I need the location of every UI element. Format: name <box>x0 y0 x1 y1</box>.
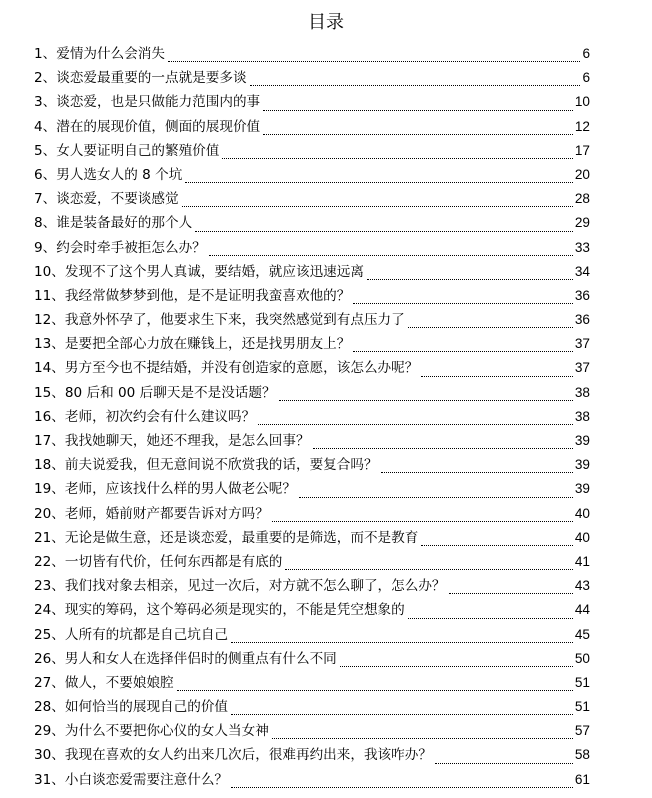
dot-leader <box>209 254 573 256</box>
toc-entry-title: 老师，应该找什么样的男人做老公呢？ <box>64 481 296 498</box>
toc-entry[interactable] <box>34 42 590 66</box>
toc-entry-title: 我们找对象去相亲，见过一次后，对方就不怎么聊了，怎么办？ <box>64 578 446 595</box>
toc-entry-title: 女人要证明自己的繁殖价值 <box>56 142 220 159</box>
dot-leader <box>421 375 573 377</box>
toc-entry[interactable] <box>34 768 590 792</box>
toc-entry-number: 14、 <box>34 360 65 377</box>
dot-leader <box>367 278 573 280</box>
dot-leader <box>313 447 573 449</box>
toc-entry-number: 21、 <box>34 529 65 546</box>
dot-leader <box>177 689 573 691</box>
toc-entry-number: 26、 <box>34 650 65 667</box>
toc-entry-number: 18、 <box>34 457 65 474</box>
toc-entry-page-number: 37 <box>574 336 590 352</box>
toc-entry[interactable] <box>34 211 590 235</box>
toc-entry-title: 老师，初次约会有什么建议吗？ <box>64 408 256 425</box>
toc-entry-number: 25、 <box>34 626 65 643</box>
toc-entry-number: 3、 <box>34 94 57 111</box>
toc-entry-title: 男人和女人在选择伴侣时的侧重点有什么不同 <box>64 650 337 667</box>
toc-entry-title: 前夫说爱我，但无意间说不欣赏我的话，要复合吗？ <box>64 457 378 474</box>
toc-list <box>34 42 590 792</box>
toc-entry[interactable] <box>34 381 590 405</box>
toc-entry-number: 16、 <box>34 408 65 425</box>
toc-entry-page-number: 41 <box>574 553 590 569</box>
dot-leader <box>272 520 573 522</box>
toc-entry-number: 17、 <box>34 433 65 449</box>
dot-leader <box>408 617 573 619</box>
toc-entry[interactable] <box>34 90 590 114</box>
toc-entry-title: 做人，不要娘娘腔 <box>64 674 174 691</box>
dot-leader <box>258 423 573 425</box>
toc-entry-title: 小白谈恋爱需要注意什么？ <box>64 771 229 788</box>
toc-entry-page-number: 58 <box>574 747 590 763</box>
dot-leader <box>250 84 581 86</box>
toc-entry[interactable] <box>34 429 590 453</box>
toc-entry-page-number: 44 <box>574 602 590 618</box>
toc-entry-title: 谈恋爱，不要谈感觉 <box>56 191 179 208</box>
toc-entry-title: 为什么不要把你心仪的女人当女神 <box>64 723 269 740</box>
toc-entry-title: 一切皆有代价，任何东西都是有底的 <box>64 553 283 570</box>
toc-entry-number: 13、 <box>34 336 65 353</box>
toc-entry[interactable] <box>34 647 590 671</box>
toc-entry[interactable] <box>34 66 590 90</box>
toc-entry-page-number: 34 <box>574 263 590 279</box>
toc-entry-title: 我意外怀孕了，他要求生下来，我突然感觉到有点压力了 <box>64 312 405 329</box>
dot-leader <box>408 326 573 328</box>
toc-entry-number: 11、 <box>34 287 65 304</box>
toc-entry-page-number: 50 <box>574 650 590 666</box>
toc-entry-page-number: 57 <box>574 723 590 739</box>
toc-entry-title: 谈恋爱，也是只做能力范围内的事 <box>56 94 261 111</box>
toc-entry-page-number: 39 <box>574 457 590 473</box>
toc-entry[interactable] <box>34 671 590 695</box>
toc-entry[interactable] <box>34 502 590 526</box>
toc-entry-page-number: 10 <box>574 94 590 110</box>
toc-entry-number: 9、 <box>34 239 57 256</box>
toc-entry-number: 15、 <box>34 384 65 401</box>
dot-leader <box>299 496 573 498</box>
toc-entry-number: 2、 <box>34 70 57 87</box>
toc-entry[interactable] <box>34 623 590 647</box>
toc-entry-number: 30、 <box>34 747 65 764</box>
toc-entry-number: 7、 <box>34 191 57 208</box>
toc-entry-page-number: 38 <box>574 384 590 400</box>
toc-entry-number: 22、 <box>34 553 65 570</box>
toc-entry-page-number: 40 <box>574 505 590 521</box>
dot-leader <box>231 713 573 715</box>
toc-entry[interactable] <box>34 332 590 356</box>
dot-leader <box>263 109 573 111</box>
toc-entry-page-number: 37 <box>574 360 590 376</box>
toc-entry[interactable] <box>34 453 590 477</box>
toc-entry-page-number: 36 <box>574 312 590 328</box>
toc-entry[interactable] <box>34 115 590 139</box>
dot-leader <box>279 399 573 401</box>
toc-entry-title: 男方至今也不提结婚，并没有创造家的意愿，该怎么办呢？ <box>64 360 419 377</box>
toc-entry-page-number: 12 <box>574 118 590 134</box>
toc-entry[interactable] <box>34 477 590 501</box>
dot-leader <box>285 568 572 570</box>
toc-entry[interactable] <box>34 284 590 308</box>
toc-entry-page-number: 6 <box>582 70 590 86</box>
toc-entry-title: 我找她聊天，她还不理我，是怎么回事？ <box>64 433 310 449</box>
toc-entry-title: 如何恰当的展现自己的价值 <box>64 699 229 716</box>
toc-entry-page-number: 20 <box>574 166 590 182</box>
toc-entry-number: 20、 <box>34 505 65 522</box>
toc-entry-title: 无论是做生意，还是谈恋爱，最重要的是筛选，而不是教育 <box>64 529 419 546</box>
toc-entry-page-number: 29 <box>574 215 590 231</box>
toc-entry-number: 12、 <box>34 312 65 329</box>
toc-entry-title: 约会时牵手被拒怎么办？ <box>56 239 206 256</box>
toc-entry-page-number: 28 <box>574 191 590 207</box>
toc-entry[interactable] <box>34 550 590 574</box>
toc-entry[interactable] <box>34 598 590 622</box>
toc-entry-page-number: 17 <box>574 142 590 158</box>
toc-entry[interactable] <box>34 308 590 332</box>
toc-entry-title: 谈恋爱最重要的一点就是要多谈 <box>56 70 247 87</box>
toc-entry-page-number: 36 <box>574 287 590 303</box>
toc-entry-title: 谁是装备最好的那个人 <box>56 215 193 232</box>
dot-leader <box>222 157 573 159</box>
dot-leader <box>353 350 573 352</box>
dot-leader <box>231 786 573 788</box>
toc-entry-number: 4、 <box>34 118 57 135</box>
dot-leader <box>435 762 573 764</box>
toc-entry-number: 24、 <box>34 602 65 619</box>
toc-entry-page-number: 38 <box>574 408 590 424</box>
toc-entry-number: 10、 <box>34 263 65 280</box>
toc-entry-number: 5、 <box>34 142 57 159</box>
toc-entry-page-number: 39 <box>574 481 590 497</box>
toc-entry-number: 27、 <box>34 674 65 691</box>
toc-entry-page-number: 40 <box>574 529 590 545</box>
toc-entry[interactable] <box>34 356 590 380</box>
toc-entry-title: 我经常做梦梦到他，是不是证明我蛮喜欢他的？ <box>64 287 351 304</box>
toc-entry-number: 1、 <box>34 46 57 62</box>
toc-entry-title: 是要把全部心力放在赚钱上，还是找男朋友上？ <box>64 336 351 353</box>
toc-entry-title: 发现不了这个男人真诚，要结婚，就应该迅速远离 <box>64 263 364 280</box>
toc-entry-number: 28、 <box>34 699 65 716</box>
dot-leader <box>263 133 573 135</box>
toc-entry[interactable] <box>34 695 590 719</box>
toc-entry-title: 老师，婚前财产都要告诉对方吗？ <box>64 505 269 522</box>
dot-leader <box>231 641 573 643</box>
toc-entry-title: 80 后和 00 后聊天是不是没话题？ <box>64 384 276 401</box>
toc-entry-page-number: 51 <box>574 674 590 690</box>
toc-entry-title: 现实的筹码，这个筹码必须是现实的，不能是凭空想象的 <box>64 602 405 619</box>
toc-entry-number: 8、 <box>34 215 57 232</box>
toc-entry[interactable] <box>34 187 590 211</box>
toc-entry-page-number: 51 <box>574 699 590 715</box>
toc-entry[interactable] <box>34 163 590 187</box>
dot-leader <box>182 205 573 207</box>
dot-leader <box>195 230 573 232</box>
toc-entry[interactable] <box>34 260 590 284</box>
toc-title: 目录 <box>308 12 344 33</box>
toc-entry-number: 31、 <box>34 771 65 788</box>
toc-entry-title: 潜在的展现价值，侧面的展现价值 <box>56 118 261 135</box>
toc-entry[interactable] <box>34 139 590 163</box>
dot-leader <box>381 471 573 473</box>
toc-entry-title: 人所有的坑都是自己坑自己 <box>64 626 229 643</box>
dot-leader <box>353 302 573 304</box>
dot-leader <box>421 544 573 546</box>
toc-entry-title: 男人选女人的 8 个坑 <box>56 166 183 183</box>
toc-entry-number: 19、 <box>34 481 65 498</box>
dot-leader <box>449 592 573 594</box>
toc-entry-number: 23、 <box>34 578 65 595</box>
toc-entry-page-number: 39 <box>574 433 590 448</box>
dot-leader <box>340 665 573 667</box>
toc-entry[interactable] <box>34 236 590 260</box>
dot-leader <box>168 60 580 62</box>
toc-entry-page-number: 33 <box>574 239 590 255</box>
toc-entry[interactable] <box>34 743 590 767</box>
toc-entry-page-number: 6 <box>582 46 590 61</box>
toc-entry-number: 29、 <box>34 723 65 740</box>
toc-entry-title: 爱情为什么会消失 <box>56 46 165 62</box>
toc-entry-title: 我现在喜欢的女人约出来几次后，很难再约出来，我该咋办？ <box>64 747 432 764</box>
toc-entry-number: 6、 <box>34 166 57 183</box>
toc-entry-page-number: 43 <box>574 578 590 594</box>
toc-entry-page-number: 45 <box>574 626 590 642</box>
toc-entry[interactable] <box>34 719 590 743</box>
dot-leader <box>185 181 573 183</box>
toc-entry[interactable] <box>34 405 590 429</box>
toc-entry-page-number: 61 <box>574 771 590 787</box>
toc-entry[interactable] <box>34 574 590 598</box>
toc-entry[interactable] <box>34 526 590 550</box>
dot-leader <box>272 737 573 739</box>
